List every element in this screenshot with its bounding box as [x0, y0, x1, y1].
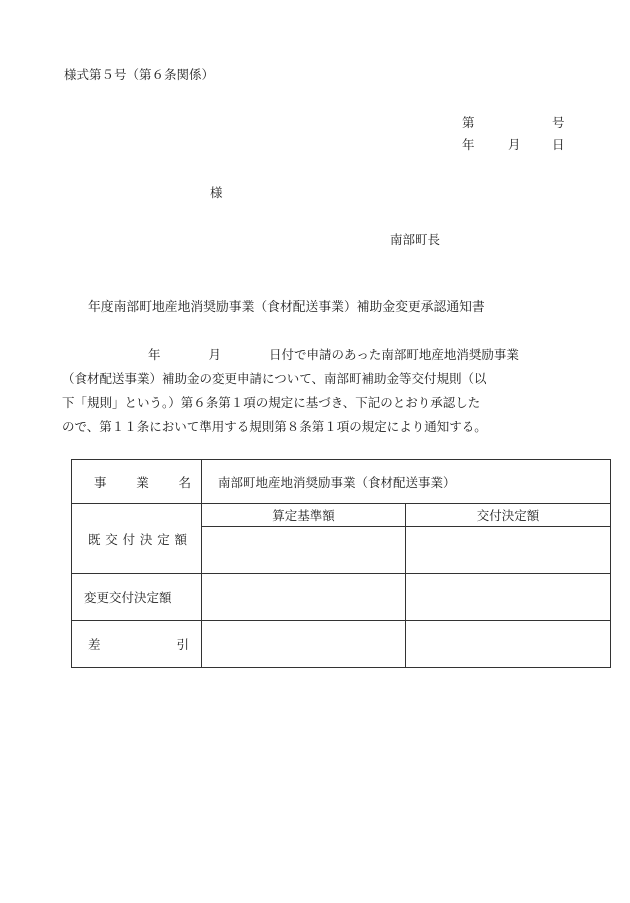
grant-table — [71, 459, 611, 668]
issue-number-suffix: 号 — [552, 115, 565, 130]
issuer: 南部町長 — [390, 232, 441, 247]
body-line-1 — [62, 348, 519, 362]
body-line-3: 下「規則」という。）第６条第１項の規定に基づき、下記のとおり承認した — [62, 395, 481, 410]
header-grant-decision: 交付決定額 — [406, 504, 611, 527]
changed-grant-decision-cell — [406, 574, 611, 621]
existing-calc-base-cell — [202, 527, 406, 574]
header-calc-base: 算定基準額 — [202, 504, 406, 527]
body-line1-rest: 日付で申請のあった南部町地産地消奨励事業 — [269, 347, 519, 362]
existing-grant-decision-cell — [406, 527, 611, 574]
document-title: 年度南部町地産地消奨励事業（食材配送事業）補助金変更承認通知書 — [88, 300, 485, 315]
body-month: 月 — [208, 347, 222, 362]
addressee: 様 — [210, 185, 223, 200]
difference-grant-decision-cell — [406, 621, 611, 668]
form-number: 様式第５号（第６条関係） — [64, 67, 215, 82]
existing-grant-label: 既 交 付 決 定 額 — [72, 504, 202, 574]
body-year: 年 — [148, 347, 161, 362]
date-day: 日 — [552, 137, 565, 152]
changed-calc-base-cell — [202, 574, 406, 621]
project-name-value: 南部町地産地消奨励事業（食材配送事業） — [202, 460, 611, 504]
project-name-label: 事 業 名 — [72, 460, 202, 504]
issue-number-prefix: 第 — [462, 115, 475, 130]
difference-label: 差 引 — [72, 621, 202, 668]
changed-grant-label: 変更交付決定額 — [72, 574, 202, 621]
body-line-2: （食材配送事業）補助金の変更申請について、南部町補助金等交付規則（以 — [62, 371, 487, 386]
date-year: 年 — [462, 137, 475, 152]
difference-calc-base-cell — [202, 621, 406, 668]
body-line-4: ので、第１１条において準用する規則第８条第１項の規定により通知する。 — [62, 419, 487, 434]
date-month: 月 — [508, 137, 521, 152]
